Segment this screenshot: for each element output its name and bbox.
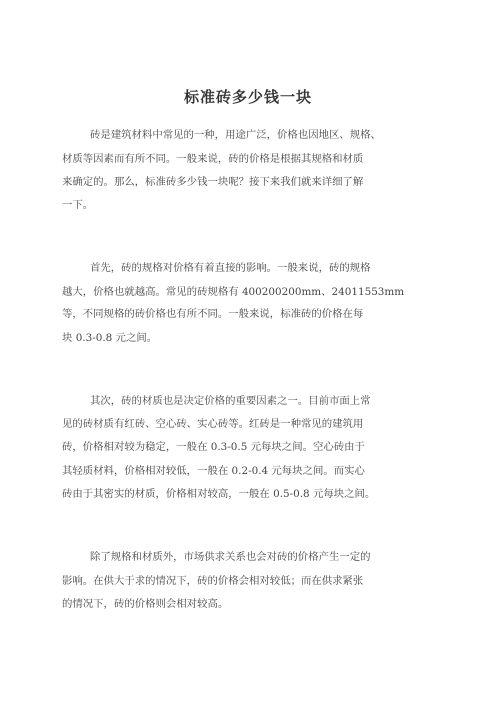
paragraph-3-line-3: 砖，价格相对较为稳定，一般在 0.3-0.5 元每块之间。空心砖由于 (62, 441, 365, 453)
paragraph-4-line-2: 影响。在供大于求的情况下，砖的价格会相对较低；而在供求紧张 (62, 575, 364, 587)
paragraph-1-line-1: 砖是建筑材料中常见的一种，用途广泛，价格也因地区、规格、 (90, 129, 381, 141)
paragraph-1-line-2: 材质等因素而有所不同。一般来说，砖的价格是根据其规格和材质 (62, 153, 364, 165)
paragraph-3-line-2: 见的砖材质有红砖、空心砖、实心砖等。红砖是一种常见的建筑用 (62, 418, 364, 430)
paragraph-1-line-4: 一下。 (62, 199, 94, 211)
paragraph-2-line-4: 块 0.3-0.8 元之间。 (62, 332, 158, 344)
document-title: 标准砖多少钱一块 (183, 88, 312, 106)
paragraph-2-line-2: 越大，价格也就越高。常见的砖规格有 400200200mm、24011553mm (62, 286, 405, 298)
paragraph-4-line-3: 的情况下，砖的价格则会相对较高。 (62, 598, 229, 610)
paragraph-3-line-1: 其次，砖的材质也是决定价格的重要因素之一。目前市面上常 (90, 395, 371, 407)
paragraph-3-line-4: 其轻质材料，价格相对较低，一般在 0.2-0.4 元每块之间。而实心 (62, 465, 365, 477)
paragraph-4-line-1: 除了规格和材质外，市场供求关系也会对砖的价格产生一定的 (90, 551, 371, 563)
paragraph-3-line-5: 砖由于其密实的材质，价格相对较高，一般在 0.5-0.8 元每块之间。 (62, 488, 376, 500)
paragraph-2-line-1: 首先，砖的规格对价格有着直接的影响。一般来说，砖的规格 (90, 262, 371, 274)
paragraph-1-line-3: 来确定的。那么，标准砖多少钱一块呢？接下来我们就来详细了解 (62, 176, 364, 188)
paragraph-2-line-3: 等，不同规格的砖价格也有所不同。一般来说，标准砖的价格在每 (62, 308, 364, 320)
